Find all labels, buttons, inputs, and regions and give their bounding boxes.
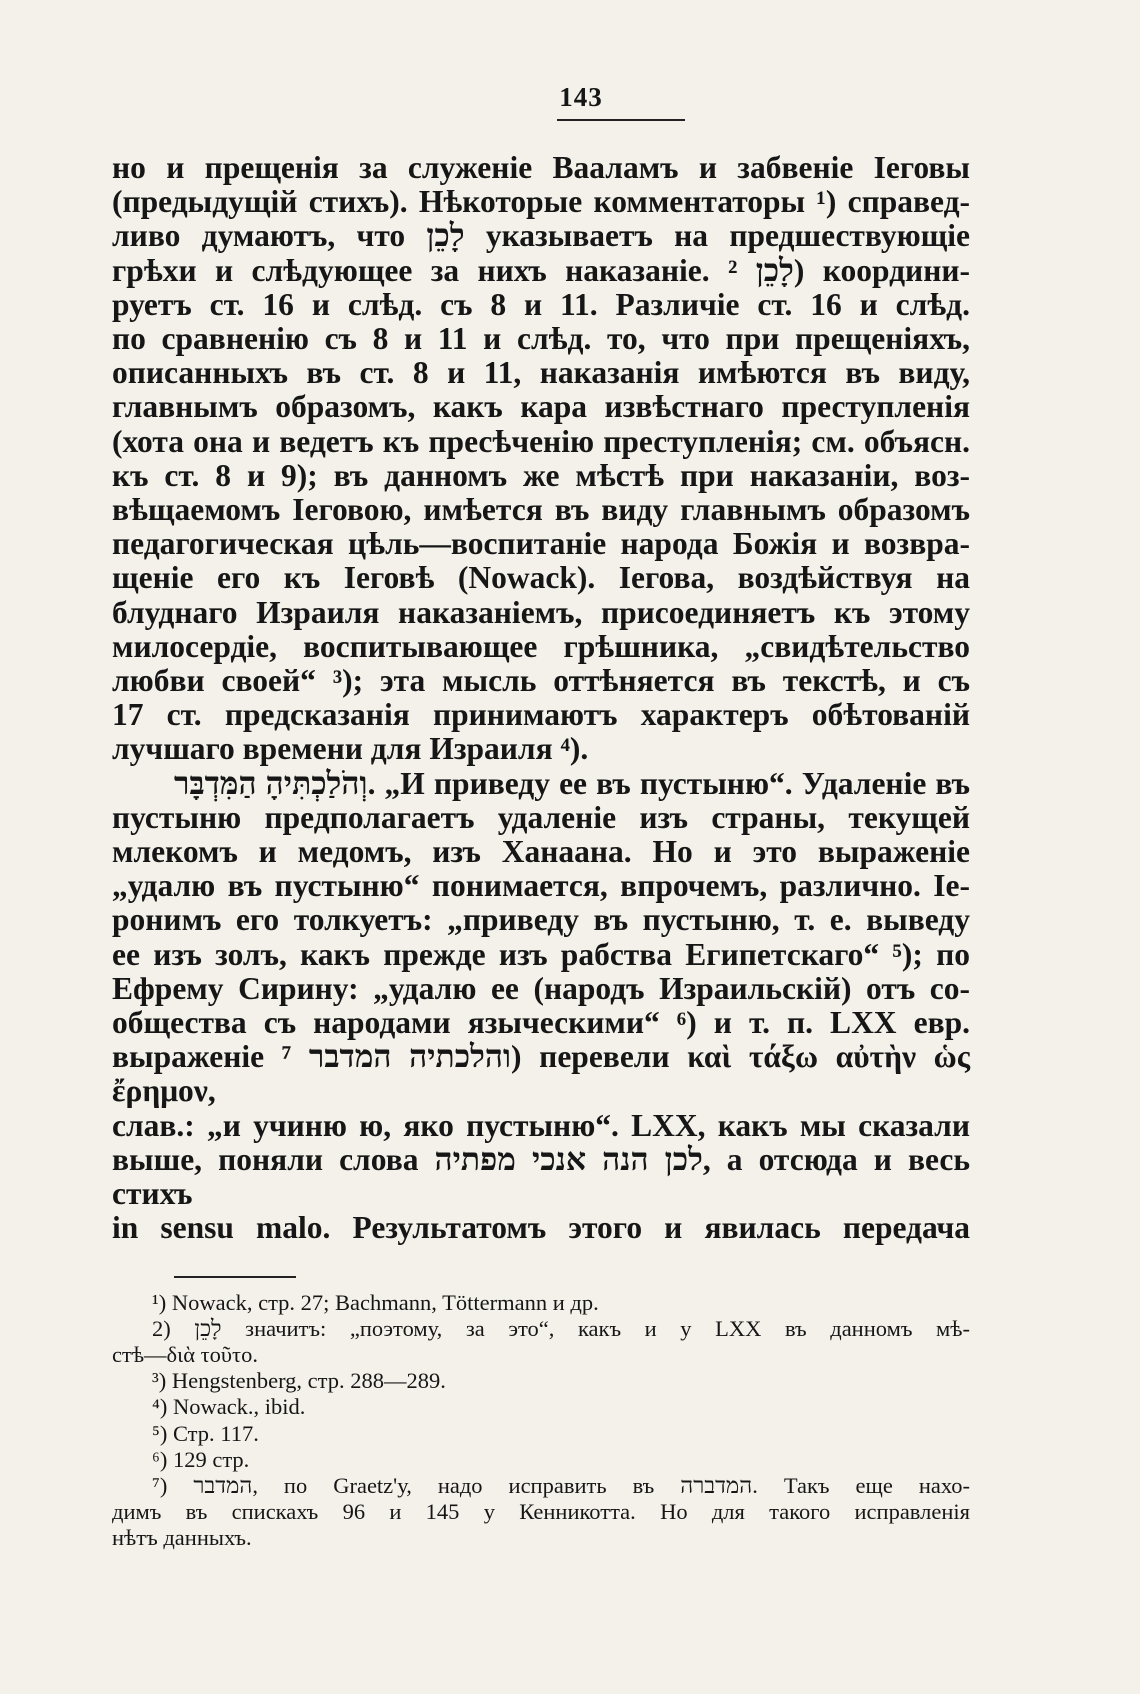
text-line: Ефрему Сирину: „удалю ее (народъ Израильскій) отъ со- (112, 970, 970, 1006)
footnote-line: ⁴) Nowack., ibid. (152, 1394, 306, 1420)
text-line: выраженіе והלכתיה המדבר ⁷) перевели καὶ τάξω αὐτὴν ὡς ἔρημον, (112, 1039, 970, 1109)
text-line: „удалю въ пустыню“ понимается, впрочемъ, различно. Іе- (112, 868, 970, 904)
page-number-rule (557, 119, 685, 121)
text-line: in sensu malo. Результатомъ этого и явилась передача (112, 1210, 970, 1246)
text-line: ронимъ его толкуетъ: „приведу въ пустыню, т. е. выведу (112, 902, 970, 938)
text-line: млекомъ и медомъ, изъ Ханаана. Но и это выраженіе (112, 834, 970, 870)
text-line: ливо думаютъ, что לָכֵן указываетъ на предшествующіе (112, 218, 970, 254)
book-page (112, 82, 970, 1552)
footnote-line: ⁶) 129 стр. (152, 1446, 250, 1472)
footnote-line: ⁷) המדבר, по Graetz'у, надо исправить въ המדברה. Такъ еще нахо- (152, 1472, 970, 1498)
text-line: 17 ст. предсказанія принимаютъ характеръ обѣтованій (112, 697, 970, 733)
text-line: педагогическая цѣль—воспитаніе народа Божія и возвра- (112, 526, 970, 562)
text-line: милосердіе, воспитывающее грѣшника, „свидѣтельство (112, 628, 970, 664)
text-line: ее изъ золъ, какъ прежде изъ рабства Египетскаго“ ⁵); по (112, 936, 970, 972)
text-line: щеніе его къ Іеговѣ (Nowack). Іегова, воздѣйствуя на (112, 560, 970, 596)
text-line: блуднаго Израиля наказаніемъ, присоединяетъ къ этому (112, 594, 970, 630)
text-line: (хота она и ведетъ къ пресѣченію преступленія; см. объясн. (112, 423, 970, 459)
footnotes (112, 1290, 970, 1552)
text-line: выше, поняли слова לכן הנה אנכי מפתיה, а отсюда и весь стихъ (112, 1141, 970, 1212)
paragraph-2 (112, 767, 970, 1246)
text-line: руетъ ст. 16 и слѣд. съ 8 и 11. Различіе ст. 16 и слѣд. (112, 286, 970, 322)
text-line: грѣхи и слѣдующее за нихъ наказаніе. לָכֵן ²) координи- (112, 252, 970, 288)
text-line: къ ст. 8 и 9); въ данномъ же мѣстѣ при наказаніи, воз- (112, 457, 970, 493)
paragraph-1 (112, 151, 970, 767)
text-line: описанныхъ въ ст. 8 и 11, наказанія имѣются въ виду, (112, 355, 970, 391)
text-line: лучшаго времени для Израиля ⁴). (112, 731, 589, 767)
text-line: вѣщаемомъ Іеговою, имѣется въ виду главнымъ образомъ (112, 492, 970, 528)
footnote-line: ⁵) Стр. 117. (152, 1420, 259, 1446)
footnote-line: димъ въ спискахъ 96 и 145 у Кенникотта. Но для такого исправленія (112, 1499, 970, 1525)
footnote-separator (174, 1276, 296, 1278)
text-line: слав.: „и учиню ю, яко пустыню“. LXX, какъ мы сказали (112, 1107, 970, 1143)
text-line: любви своей“ ³); эта мысль оттѣняется въ текстѣ, и съ (112, 663, 970, 699)
text-line: по сравненію съ 8 и 11 и слѣд. то, что при прещеніяхъ, (112, 321, 970, 357)
footnote-line: стѣ—διὰ τοῦτο. (112, 1341, 258, 1367)
text-line: וְהֹלַכְתִּיהָ הַמִּדְבָּר. „И приведу ее въ пустыню“. Удаленіе въ (174, 765, 970, 801)
footnote-line: ³) Hengstenberg, стр. 288—289. (152, 1368, 446, 1394)
text-line: (предыдущій стихъ). Нѣкоторые комментаторы ¹) справед- (112, 184, 970, 220)
footnote-line: нѣтъ данныхъ. (112, 1525, 252, 1551)
footnote-line: 2) לָכֵן значитъ: „поэтому, за это“, какъ и у LXX въ данномъ мѣ- (152, 1315, 970, 1341)
main-text (112, 151, 970, 1246)
footnote-line: ¹) Nowack, стр. 27; Bachmann, Töttermann и др. (152, 1289, 599, 1315)
page-number: 143 (112, 82, 970, 121)
text-line: пустыню предполагаетъ удаленіе изъ страны, текущей (112, 799, 970, 835)
text-line: но и прещенія за служеніе Вааламъ и забвеніе Іеговы (112, 150, 970, 185)
text-line: главнымъ образомъ, какъ кара извѣстнаго преступленія (112, 389, 970, 425)
text-line: общества съ народами языческими“ ⁶) и т. п. LXX евр. (112, 1005, 970, 1041)
